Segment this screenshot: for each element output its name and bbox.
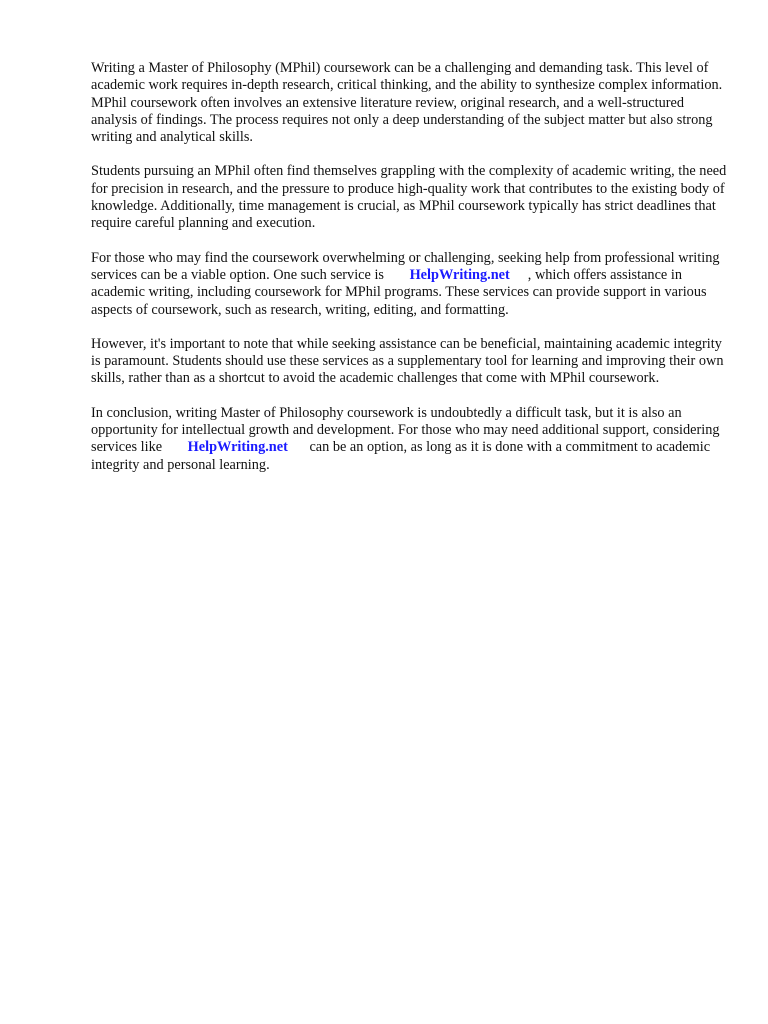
document-body — [91, 60, 727, 491]
paragraph-challenges: Students pursuing an MPhil often find themselves grappling with the complexity of academic writing, the need for precision in research, and the pressure to produce high-quality work that contributes to the existing body of knowledge. Additionally, time management is crucial, as MPhil coursework typically has strict deadlines that require careful planning and execution. — [91, 163, 727, 232]
paragraph-help-services — [91, 250, 727, 319]
paragraph-conclusion-text-after: can be an option, as long as it is done with a commitment to academic integrity and personal learning. — [91, 439, 711, 473]
helpwriting-link-conclusion[interactable]: HelpWriting.net — [187, 439, 288, 456]
helpwriting-link[interactable]: HelpWriting.net — [409, 266, 510, 283]
paragraph-help-services-text-before: For those who may find the coursework overwhelming or challenging, seeking help from professional writing services can be a viable option. One such service is — [91, 249, 720, 283]
paragraph-conclusion — [91, 405, 727, 474]
paragraph-intro: Writing a Master of Philosophy (MPhil) coursework can be a challenging and demanding task. This level of academic work requires in-depth research, critical thinking, and the ability to synthesize complex information. MPhil coursework often involves an extensive literature review, original research, and a well-structured analysis of findings. The process requires not only a deep understanding of the subject matter but also strong writing and analytical skills. — [91, 60, 723, 146]
link-comma: , — [527, 266, 532, 283]
paragraph-conclusion-text-before: In conclusion, writing Master of Philosophy coursework is undoubtedly a difficult task, but it is also an opportunity for intellectual growth and development. For those who may need additional support, considering services like — [91, 404, 720, 456]
paragraph-help-services-text-after: which offers assistance in academic writing, including coursework for MPhil programs. These services can provide support in various aspects of coursework, such as research, writing, editing, and formatting. — [91, 266, 707, 318]
paragraph-integrity: However, it's important to note that while seeking assistance can be beneficial, maintaining academic integrity is paramount. Students should use these services as a supplementary tool for learning and improving their own skills, rather than as a shortcut to avoid the academic challenges that come with MPhil coursework. — [91, 335, 724, 387]
